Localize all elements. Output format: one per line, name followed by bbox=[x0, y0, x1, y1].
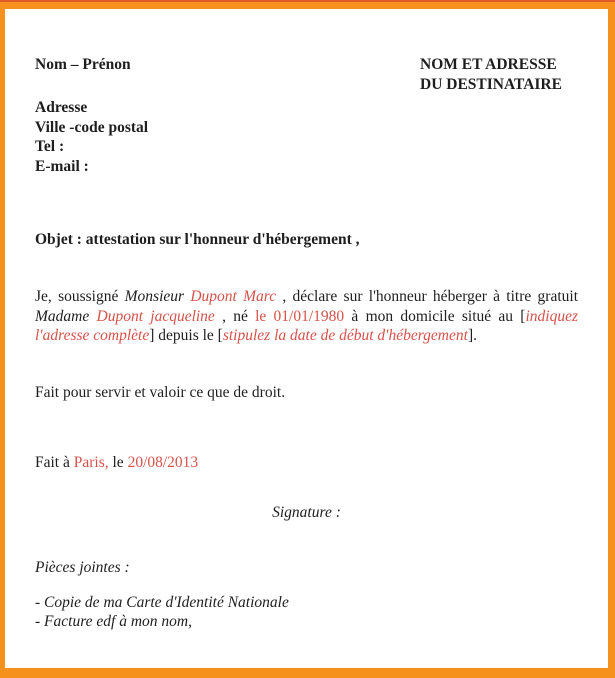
signature-label: Signature : bbox=[272, 503, 341, 521]
attachments-list bbox=[35, 593, 578, 632]
subject-line: Objet : attestation sur l'honneur d'hébergement , bbox=[35, 231, 360, 248]
date-segment-city: Paris, bbox=[73, 453, 109, 471]
date-segment: le bbox=[108, 453, 128, 471]
place-date-line bbox=[35, 453, 578, 473]
body-segment: Je, soussigné bbox=[35, 288, 125, 305]
sender-address-block bbox=[35, 98, 578, 176]
body-segment: , déclare sur l'honneur héberger à titre gratuit bbox=[276, 288, 578, 305]
letter-header bbox=[35, 55, 578, 95]
body-segment: ] depuis le [ bbox=[149, 327, 223, 344]
body-segment-date-placeholder: stipulez la date de début d'hébergement bbox=[222, 327, 468, 344]
closing-line: Fait pour servir et valoir ce que de droit. bbox=[35, 383, 286, 401]
body-segment-birthdate: le 01/01/1980 bbox=[255, 307, 345, 325]
body-segment: ]. bbox=[467, 327, 477, 344]
sender-tel-line: Tel : bbox=[35, 138, 65, 155]
body-segment-madame: Madame bbox=[35, 307, 97, 325]
letter-page bbox=[5, 9, 608, 668]
attachment-item-edf-bill: - Facture edf à mon nom, bbox=[35, 613, 192, 630]
recipient-block bbox=[420, 55, 562, 95]
recipient-line-1: NOM ET ADRESSE bbox=[420, 56, 557, 73]
sender-address-line: Adresse bbox=[35, 99, 88, 116]
body-segment-host-name: Dupont Marc bbox=[190, 288, 277, 305]
sender-city-line: Ville -code postal bbox=[35, 118, 149, 136]
date-segment: Fait à bbox=[35, 453, 74, 471]
date-segment-date: 20/08/2013 bbox=[127, 453, 199, 471]
attachments-title: Pièces jointes : bbox=[35, 558, 130, 576]
sender-email-line: E-mail : bbox=[35, 157, 89, 175]
body-segment-address-placeholder: indiquez l'adresse complète bbox=[35, 307, 578, 344]
recipient-line-2: DU DESTINATAIRE bbox=[420, 76, 562, 93]
frame-top-accent-line bbox=[0, 0, 615, 2]
body-segment: , né bbox=[214, 307, 256, 325]
body-segment-guest-name: Dupont jacqueline bbox=[96, 307, 215, 325]
attachment-item-id-card: - Copie de ma Carte d'Identité Nationale bbox=[35, 593, 289, 611]
body-segment: à mon domicile situé au [ bbox=[344, 307, 526, 325]
body-paragraph bbox=[35, 287, 578, 346]
sender-name-label: Nom – Prénon bbox=[35, 56, 131, 73]
body-segment-monsieur: Monsieur bbox=[124, 288, 191, 305]
